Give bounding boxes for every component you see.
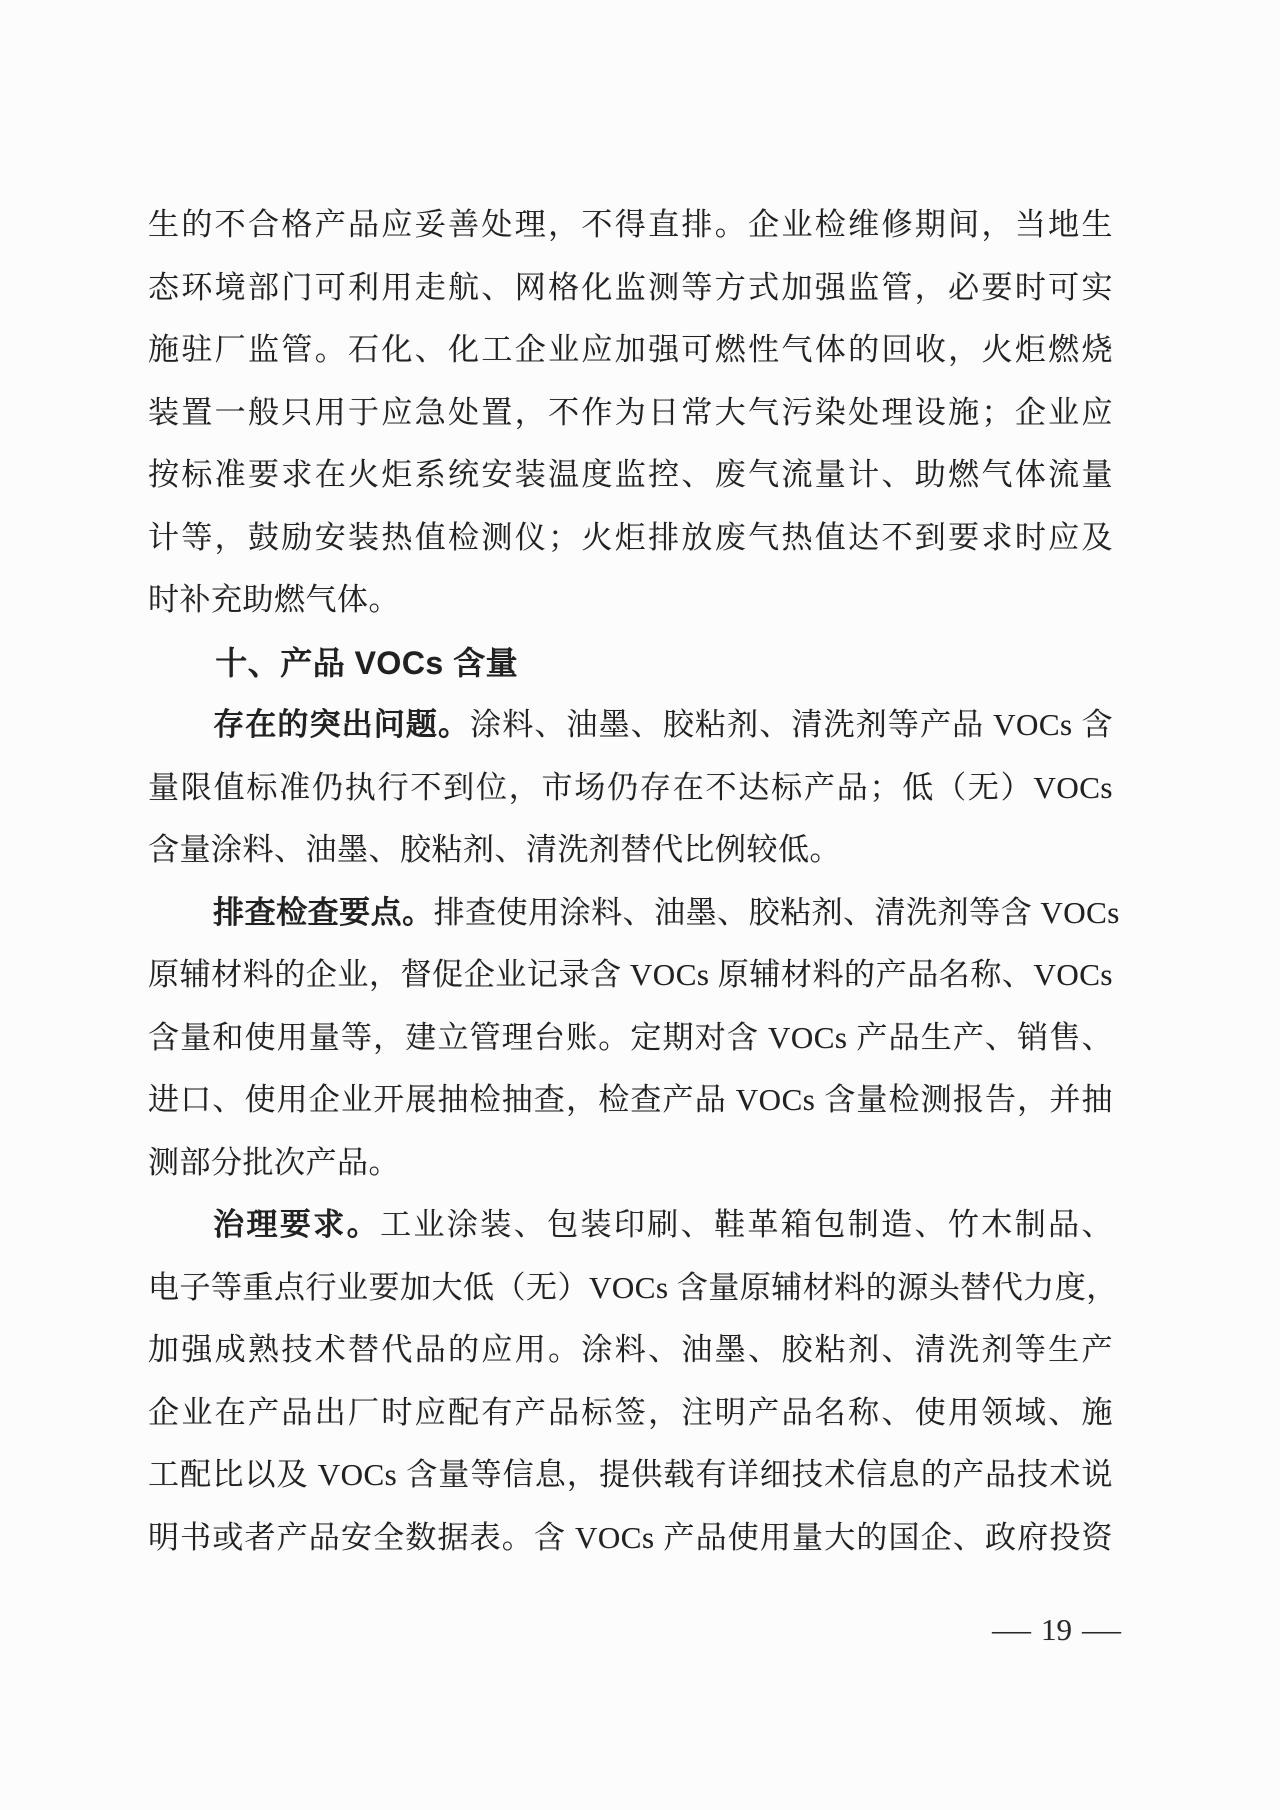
paragraph — [148, 194, 1113, 632]
text-line — [148, 632, 1113, 695]
text-column — [148, 194, 1120, 1569]
text-line: 含量涂料、油墨、胶粘剂、清洗剂替代比例较低。 — [148, 832, 841, 867]
text-line: 量限值标准仍执行不到位，市场仍存在不达标产品；低（无）VOCs — [148, 769, 1113, 805]
text-line: 进口、使用企业开展抽检抽查，检查产品 VOCs 含量检测报告，并抽 — [148, 1082, 1113, 1117]
text-line: 施驻厂监管。石化、化工企业应加强可燃性气体的回收，火炬燃烧 — [148, 332, 1113, 367]
text-line: 电子等重点行业要加大低（无）VOCs 含量原辅材料的源头替代力度， — [148, 1269, 1118, 1305]
paragraph — [148, 882, 1120, 1195]
lead-emphasis: 治理要求。 — [213, 1207, 381, 1242]
text-line: 时补充助燃气体。 — [148, 582, 400, 617]
lead-emphasis: 存在的突出问题。 — [213, 707, 471, 742]
text-line: 态环境部门可利用走航、网格化监测等方式加强监管，必要时可实 — [148, 269, 1113, 305]
text-line: 加强成熟技术替代品的应用。涂料、油墨、胶粘剂、清洗剂等生产 — [148, 1332, 1113, 1367]
footer-dash-left: — — [992, 1612, 1031, 1647]
text-line: 生的不合格产品应妥善处理，不得直排。企业检维修期间，当地生 — [148, 207, 1113, 242]
text-line: 工配比以及 VOCs 含量等信息，提供载有详细技术信息的产品技术说 — [148, 1457, 1113, 1492]
text-line: 原辅材料的企业，督促企业记录含 VOCs 原辅材料的产品名称、VOCs — [148, 957, 1113, 992]
paragraph — [148, 694, 1113, 882]
lead-emphasis: 排查检查要点。 — [213, 894, 434, 930]
text-line: 计等，鼓励安装热值检测仪；火炬排放废气热值达不到要求时应及 — [148, 519, 1113, 555]
text-line: 治理要求。工业涂装、包装印刷、鞋革箱包制造、竹木制品、 — [213, 1207, 1114, 1242]
paragraph — [148, 1194, 1118, 1569]
text-line: 明书或者产品安全数据表。含 VOCs 产品使用量大的国企、政府投资 — [148, 1519, 1113, 1555]
text-line: 存在的突出问题。涂料、油墨、胶粘剂、清洗剂等产品 VOCs 含 — [213, 707, 1114, 742]
text-line: 按标准要求在火炬系统安装温度监控、废气流量计、助燃气体流量 — [148, 457, 1113, 492]
text-line: 测部分批次产品。 — [148, 1144, 400, 1180]
text-line: 排查检查要点。排查使用涂料、油墨、胶粘剂、清洗剂等含 VOCs — [213, 894, 1120, 930]
section-heading — [148, 632, 1113, 695]
page-footer — [992, 1610, 1121, 1650]
page-number: 19 — [1041, 1612, 1072, 1647]
footer-dash-right: — — [1082, 1612, 1121, 1647]
heading-text: 十、产品 VOCs 含量 — [215, 644, 519, 681]
text-line: 企业在产品出厂时应配有产品标签，注明产品名称、使用领域、施 — [148, 1394, 1113, 1430]
text-line: 装置一般只用于应急处置，不作为日常大气污染处理设施；企业应 — [148, 394, 1113, 430]
text-line: 含量和使用量等，建立管理台账。定期对含 VOCs 产品生产、销售、 — [148, 1019, 1113, 1055]
